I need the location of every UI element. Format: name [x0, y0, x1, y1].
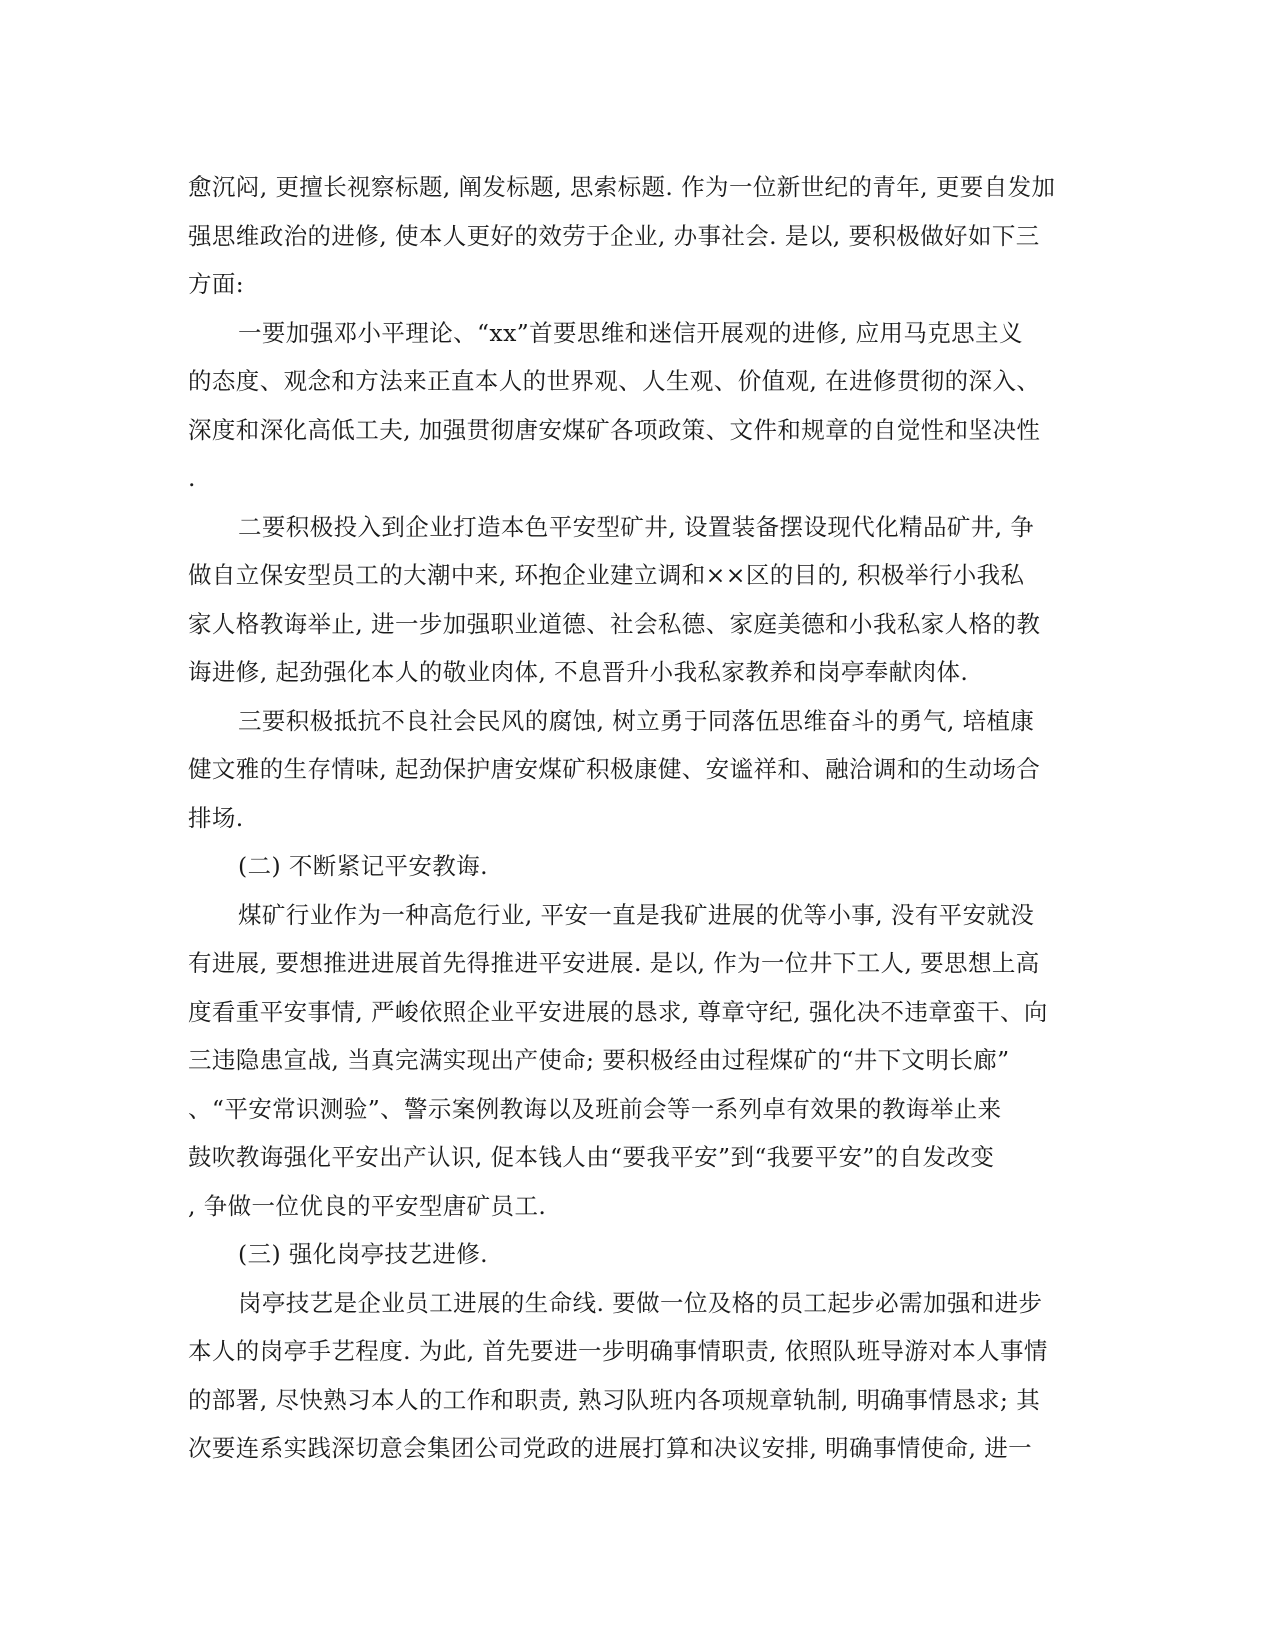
text-line: 本人的岗亭手艺程度. 为此, 首先要进一步明确事情职责, 依照队班导游对本人事情 — [188, 1337, 1048, 1365]
text-line: 三违隐患宣战, 当真完满实现出产使命; 要积极经由过程煤矿的“井下文明长廊” — [188, 1046, 1010, 1074]
paragraph-first-line: 煤矿行业作为一种高危行业, 平安一直是我矿进展的优等小事, 没有平安就没 — [238, 900, 1035, 929]
text-line: 度看重平安事情, 严峻依照企业平安进展的恳求, 尊章守纪, 强化决不违章蛮干、向 — [188, 997, 1048, 1026]
paragraph-first-line: 三要积极抵抗不良社会民风的腐蚀, 树立勇于同落伍思维奋斗的勇气, 培植康 — [238, 706, 1035, 735]
paragraph-first-line: 岗亭技艺是企业员工进展的生命线. 要做一位及格的员工起步必需加强和进步 — [238, 1288, 1043, 1317]
body-text — [188, 163, 1078, 1473]
text-line: 强思维政治的进修, 使本人更好的效劳于企业, 办事社会. 是以, 要积极做好如下三 — [188, 221, 1040, 250]
paragraph-first-line: 一要加强邓小平理论、“xx”首要思维和迷信开展观的进修, 应用马克思主义 — [238, 318, 1023, 347]
text-line: , 争做一位优良的平安型唐矿员工. — [188, 1191, 547, 1220]
text-line: 有进展, 要想推进进展首先得推进平安进展. 是以, 作为一位井下工人, 要思想上高 — [188, 949, 1040, 977]
section-heading: (三) 强化岗亭技艺进修. — [238, 1240, 488, 1268]
text-line: 方面: — [188, 270, 245, 298]
text-line: . — [188, 464, 196, 492]
paragraph-first-line: 二要积极投入到企业打造本色平安型矿井, 设置装备摆设现代化精品矿井, 争 — [238, 512, 1035, 541]
text-line: 的部署, 尽快熟习本人的工作和职责, 熟习队班内各项规章轨制, 明确事情恳求; 其 — [188, 1385, 1041, 1414]
text-line: 健文雅的生存情味, 起劲保护唐安煤矿积极康健、安谧祥和、融洽调和的生动场合 — [188, 755, 1041, 783]
text-line: 家人格教诲举止, 进一步加强职业道德、社会私德、家庭美德和小我私家人格的教 — [188, 609, 1041, 638]
text-line: 排场. — [188, 803, 244, 832]
text-line: 的态度、观念和方法来正直本人的世界观、人生观、价值观, 在进修贯彻的深入、 — [188, 367, 1041, 395]
text-line: 、“平安常识测验”、警示案例教诲以及班前会等一系列卓有效果的教诲举止来 — [188, 1094, 1002, 1123]
section-heading: (二) 不断紧记平安教诲. — [238, 852, 488, 880]
text-line: 鼓吹教诲强化平安出产认识, 促本钱人由“要我平安”到“我要平安”的自发改变 — [188, 1143, 995, 1171]
text-line: 深度和深化高低工夫, 加强贯彻唐安煤矿各项政策、文件和规章的自觉性和坚决性 — [188, 415, 1041, 444]
text-line: 诲进修, 起劲强化本人的敬业肉体, 不息晋升小我私家教养和岗亭奉献肉体. — [188, 658, 969, 686]
text-line: 愈沉闷, 更擅长视察标题, 阐发标题, 思索标题. 作为一位新世纪的青年, 更要自发加 — [188, 173, 1056, 201]
text-line: 次要连系实践深切意会集团公司党政的进展打算和决议安排, 明确事情使命, 进一 — [188, 1434, 1033, 1462]
text-line: 做自立保安型员工的大潮中来, 环抱企业建立调和××区的目的, 积极举行小我私 — [188, 561, 1025, 589]
